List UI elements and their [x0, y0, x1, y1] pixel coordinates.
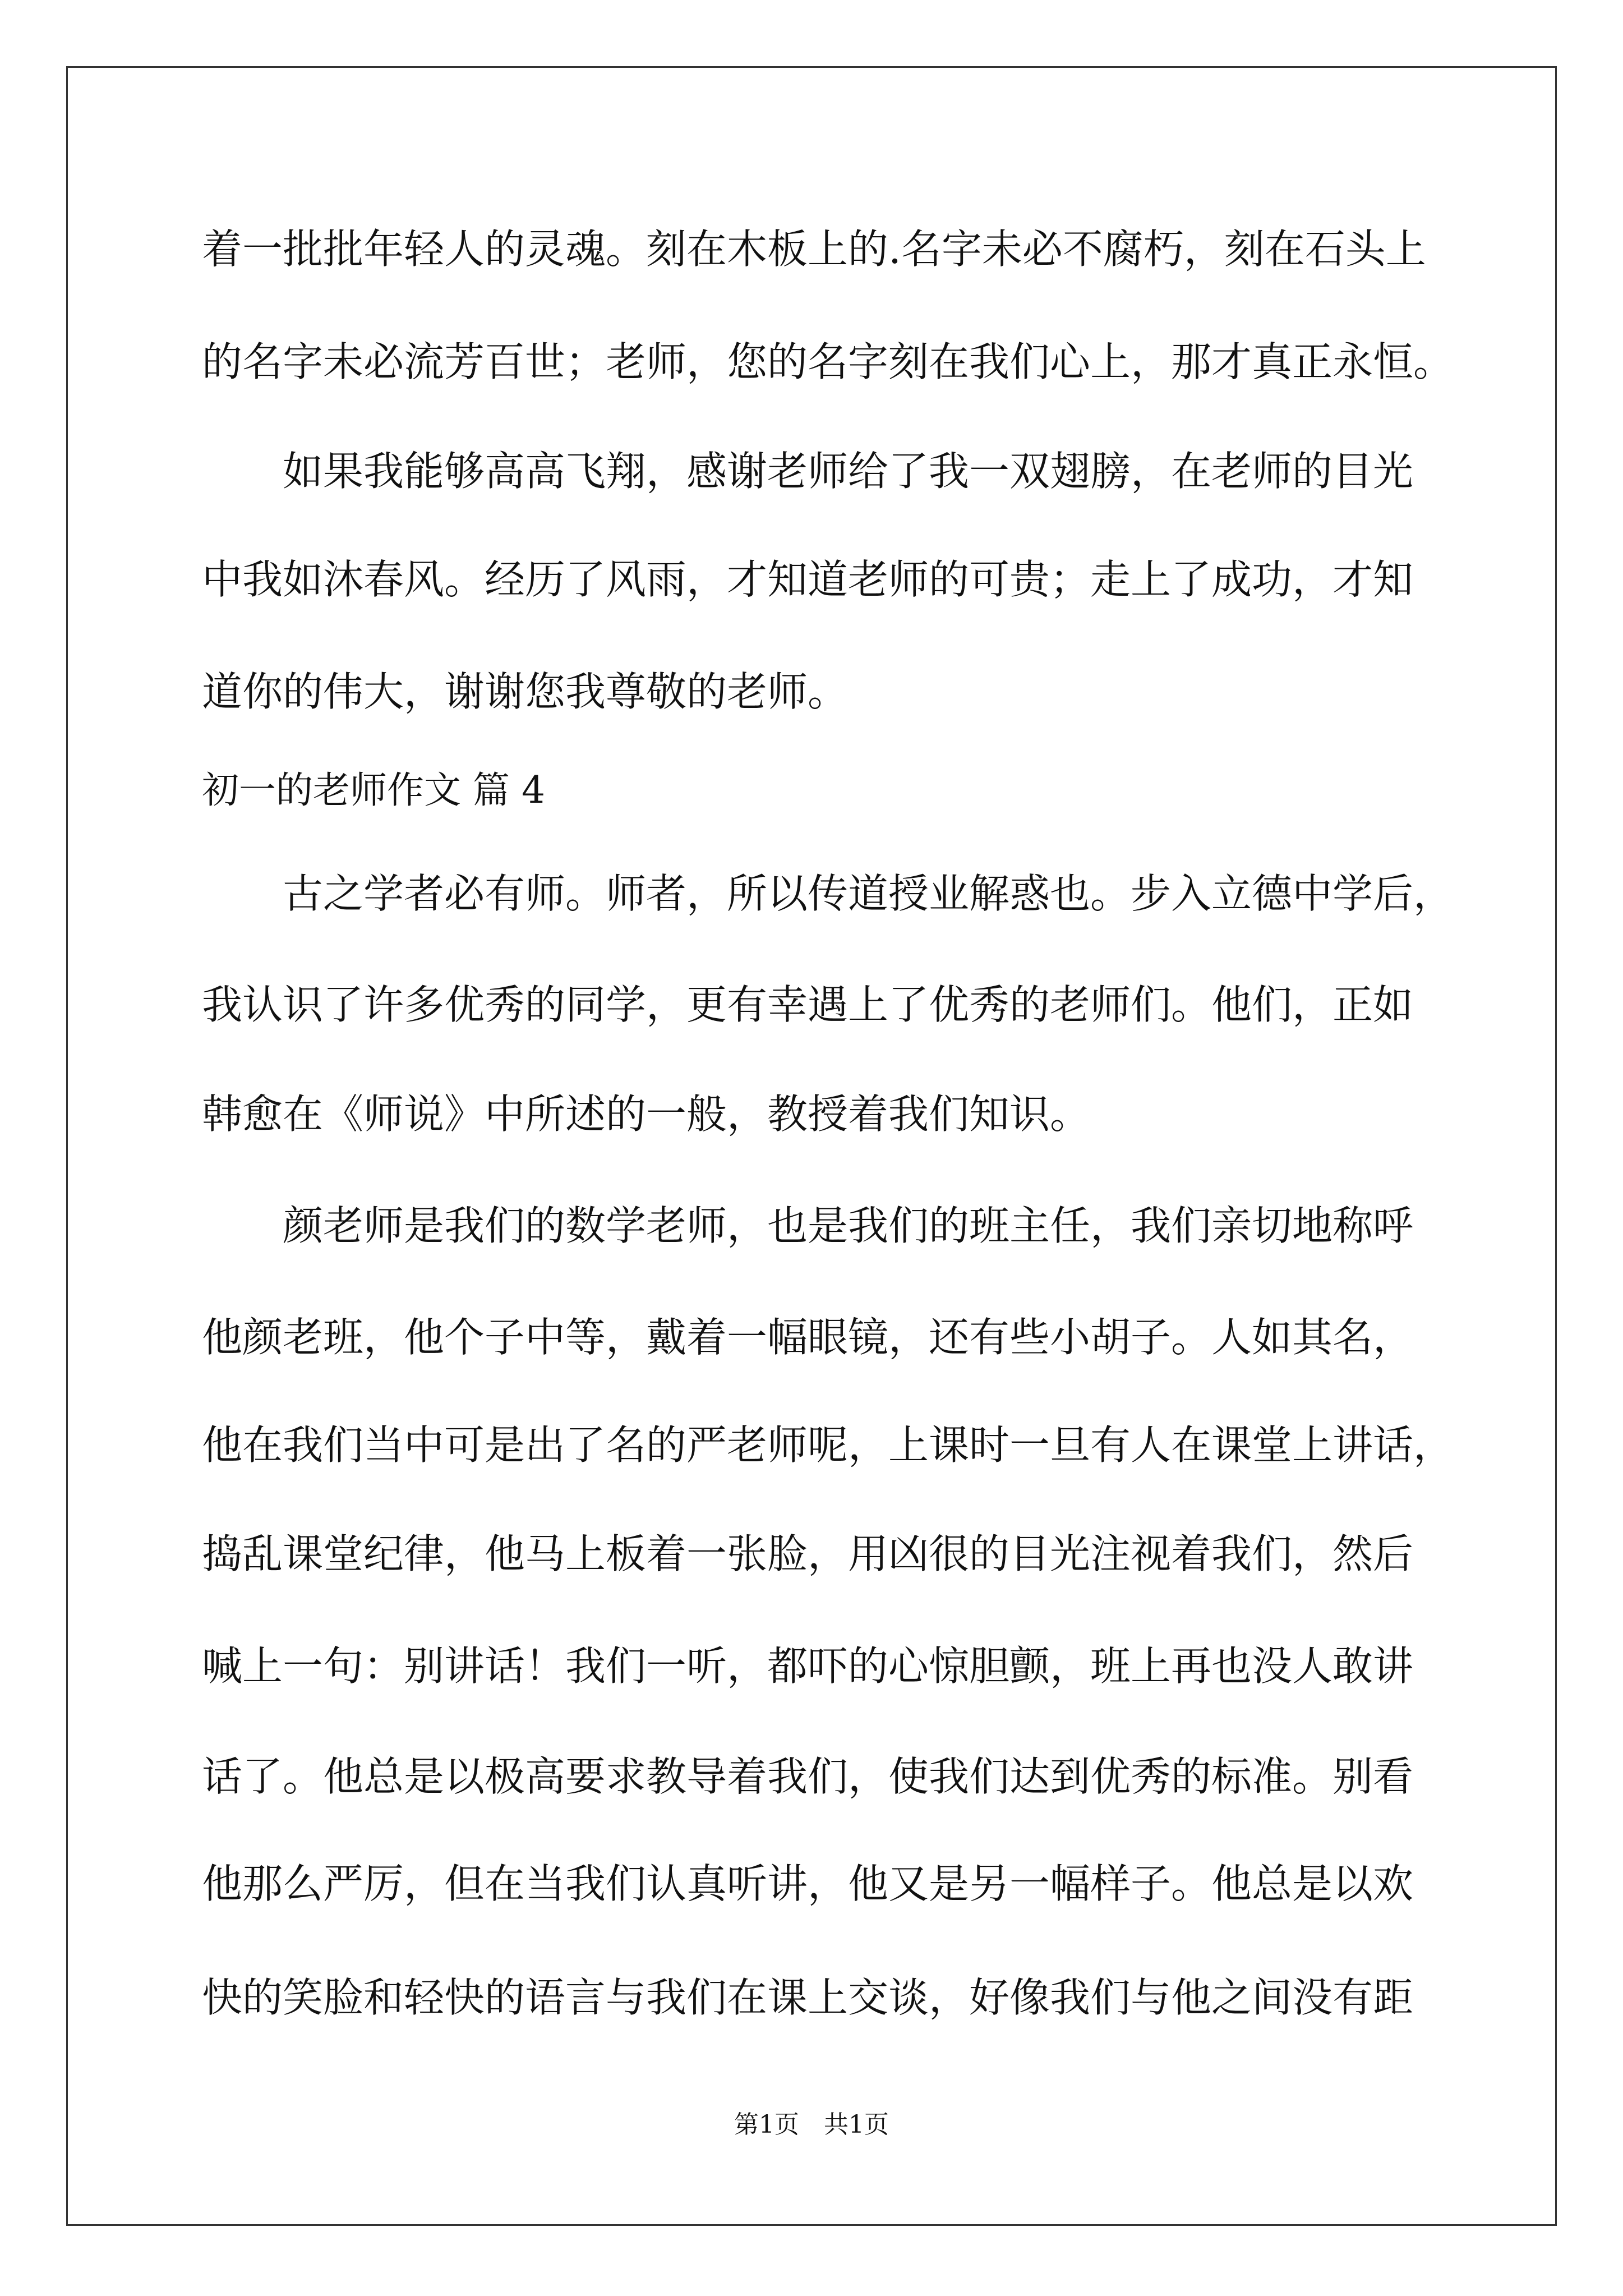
text-line: 话了。他总是以极高要求教导着我们，使我们达到优秀的标准。别看: [202, 1753, 1414, 1800]
text-line: 道你的伟大，谢谢您我尊敬的老师。: [202, 668, 849, 715]
text-line: 的名字未必流芳百世；老师，您的名字刻在我们心上，那才真正永恒。: [202, 338, 1454, 385]
page-footer: 第1页 共1页: [734, 2110, 889, 2139]
text-line: 古之学者必有师。师者，所以传道授业解惑也。步入立德中学后，: [202, 870, 1454, 917]
text-line: 颜老师是我们的数学老师，也是我们的班主任，我们亲切地称呼: [202, 1202, 1414, 1249]
section-heading: 初一的老师作文 篇 4: [202, 769, 545, 812]
text-line: 韩愈在《师说》中所述的一般，教授着我们知识。: [202, 1091, 1091, 1138]
text-line: 如果我能够高高飞翔，感谢老师给了我一双翅膀，在老师的目光: [202, 448, 1414, 495]
text-line: 快的笑脸和轻快的语言与我们在课上交谈，好像我们与他之间没有距: [202, 1974, 1414, 2021]
text-line: 他颜老班，他个子中等，戴着一幅眼镜，还有些小胡子。人如其名，: [202, 1314, 1414, 1361]
text-line: 我认识了许多优秀的同学，更有幸遇上了优秀的老师们。他们，正如: [202, 981, 1414, 1028]
text-line: 他那么严厉，但在当我们认真听讲，他又是另一幅样子。他总是以欢: [202, 1860, 1414, 1907]
text-line: 他在我们当中可是出了名的严老师呢，上课时一旦有人在课堂上讲话，: [202, 1421, 1454, 1469]
text-line: 中我如沐春风。经历了风雨，才知道老师的可贵；走上了成功，才知: [202, 556, 1414, 603]
text-line: 喊上一句：别讲话！我们一听，都吓的心惊胆颤，班上再也没人敢讲: [202, 1642, 1414, 1690]
text-line: 捣乱课堂纪律，他马上板着一张脸，用凶很的目光注视着我们，然后: [202, 1530, 1414, 1577]
text-line: 着一批批年轻人的灵魂。刻在木板上的.名字未必不腐朽，刻在石头上: [202, 226, 1426, 273]
